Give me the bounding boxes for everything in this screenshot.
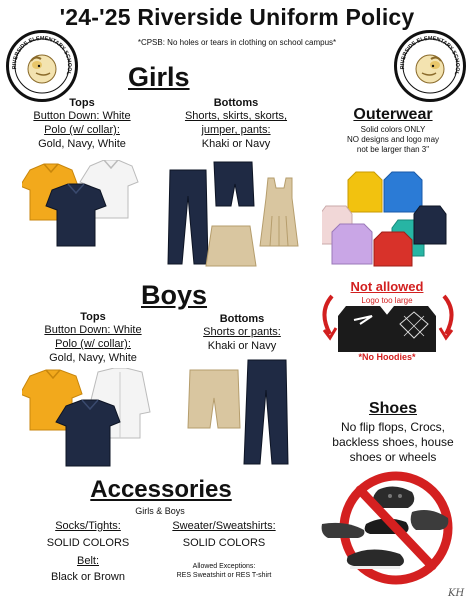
socks-block bbox=[22, 519, 154, 550]
outerwear-rule-3: not be larger than 3" bbox=[356, 145, 430, 154]
seal-ring-right bbox=[397, 33, 463, 99]
socks-value: SOLID COLORS bbox=[46, 537, 130, 549]
boys-bottoms-types: Shorts or pants: bbox=[203, 326, 281, 338]
boys-bottoms-heading: Bottoms bbox=[219, 313, 265, 325]
shoes-block bbox=[318, 398, 468, 465]
girls-bottoms-colors: Khaki or Navy bbox=[201, 138, 271, 150]
page-title: '24-'25 Riverside Uniform Policy bbox=[59, 4, 415, 30]
girls-bottoms-types: Shorts, skirts, skorts, bbox=[184, 110, 288, 122]
outerwear-block bbox=[318, 105, 468, 155]
girls-tops-colors: Gold, Navy, White bbox=[38, 138, 126, 150]
socks-heading: Socks/Tights: bbox=[55, 520, 121, 532]
sweater-block bbox=[156, 519, 292, 550]
girls-bottoms-heading: Bottoms bbox=[213, 97, 259, 109]
seal-ring-left bbox=[9, 33, 75, 99]
girls-tops-block bbox=[12, 97, 152, 151]
outerwear-heading: Outerwear bbox=[353, 106, 433, 123]
accessories-heading: Accessories bbox=[90, 476, 232, 503]
no-hoodies-note: *No Hoodies* bbox=[358, 352, 416, 362]
shoes-rule-3: shoes or wheels bbox=[349, 450, 437, 464]
shoes-heading: Shoes bbox=[368, 400, 417, 417]
belt-value: Black or Brown bbox=[51, 571, 125, 583]
svg-text:RIVERSIDE ELEMENTARY SCHOOL: RIVERSIDE ELEMENTARY SCHOOL bbox=[399, 35, 461, 76]
boys-tops-image bbox=[22, 368, 156, 470]
accessories-subheading: Girls & Boys bbox=[135, 506, 185, 516]
school-seal-right bbox=[394, 30, 466, 102]
author-initials: KH bbox=[448, 588, 465, 599]
belt-heading: Belt: bbox=[76, 555, 99, 567]
outerwear-rule-1: Solid colors ONLY bbox=[360, 125, 426, 134]
boys-heading: Boys bbox=[141, 280, 208, 310]
girls-tops-image bbox=[22, 160, 152, 252]
exceptions-block bbox=[156, 562, 292, 580]
outerwear-image bbox=[322, 166, 450, 268]
svg-text:RIVERSIDE ELEMENTARY SCHOOL: RIVERSIDE ELEMENTARY SCHOOL bbox=[11, 35, 73, 76]
boys-tops-polo: Polo (w/ collar): bbox=[55, 338, 131, 350]
not-allowed-heading: Not allowed bbox=[350, 279, 424, 294]
not-allowed-caption: Logo too large bbox=[361, 296, 413, 305]
belt-block bbox=[22, 554, 154, 584]
sweater-value: SOLID COLORS bbox=[182, 537, 266, 549]
outerwear-rule-2: NO designs and logo may bbox=[346, 135, 440, 144]
page-subtitle: *CPSB: No holes or tears in clothing on school campus* bbox=[137, 38, 337, 47]
girls-tops-polo: Polo (w/ collar): bbox=[44, 124, 120, 136]
exceptions-heading: Allowed Exceptions: bbox=[192, 563, 256, 570]
girls-heading: Girls bbox=[128, 62, 190, 92]
girls-bottoms-image bbox=[166, 160, 306, 270]
boys-tops-colors: Gold, Navy, White bbox=[49, 352, 137, 364]
boys-bottoms-colors: Khaki or Navy bbox=[207, 340, 277, 352]
girls-bottoms-types-2: jumper, pants: bbox=[201, 124, 271, 136]
not-allowed-image bbox=[318, 286, 458, 356]
exceptions-value: RES Sweatshirt or RES T-shirt bbox=[176, 572, 272, 579]
boys-tops-button-down: Button Down: White bbox=[44, 324, 142, 336]
girls-tops-button-down: Button Down: White bbox=[33, 110, 131, 122]
boys-tops-heading: Tops bbox=[80, 311, 106, 323]
boys-tops-block bbox=[16, 311, 170, 365]
girls-bottoms-block bbox=[164, 97, 308, 151]
boys-bottoms-block bbox=[180, 313, 304, 353]
banned-shoes-image bbox=[320, 470, 460, 588]
girls-tops-heading: Tops bbox=[69, 97, 95, 109]
school-seal-left bbox=[6, 30, 78, 102]
boys-bottoms-image bbox=[186, 358, 294, 468]
shoes-rule-2: backless shoes, house bbox=[332, 435, 454, 449]
shoes-rule-1: No flip flops, Crocs, bbox=[340, 420, 446, 434]
sweater-heading: Sweater/Sweatshirts: bbox=[172, 520, 276, 532]
